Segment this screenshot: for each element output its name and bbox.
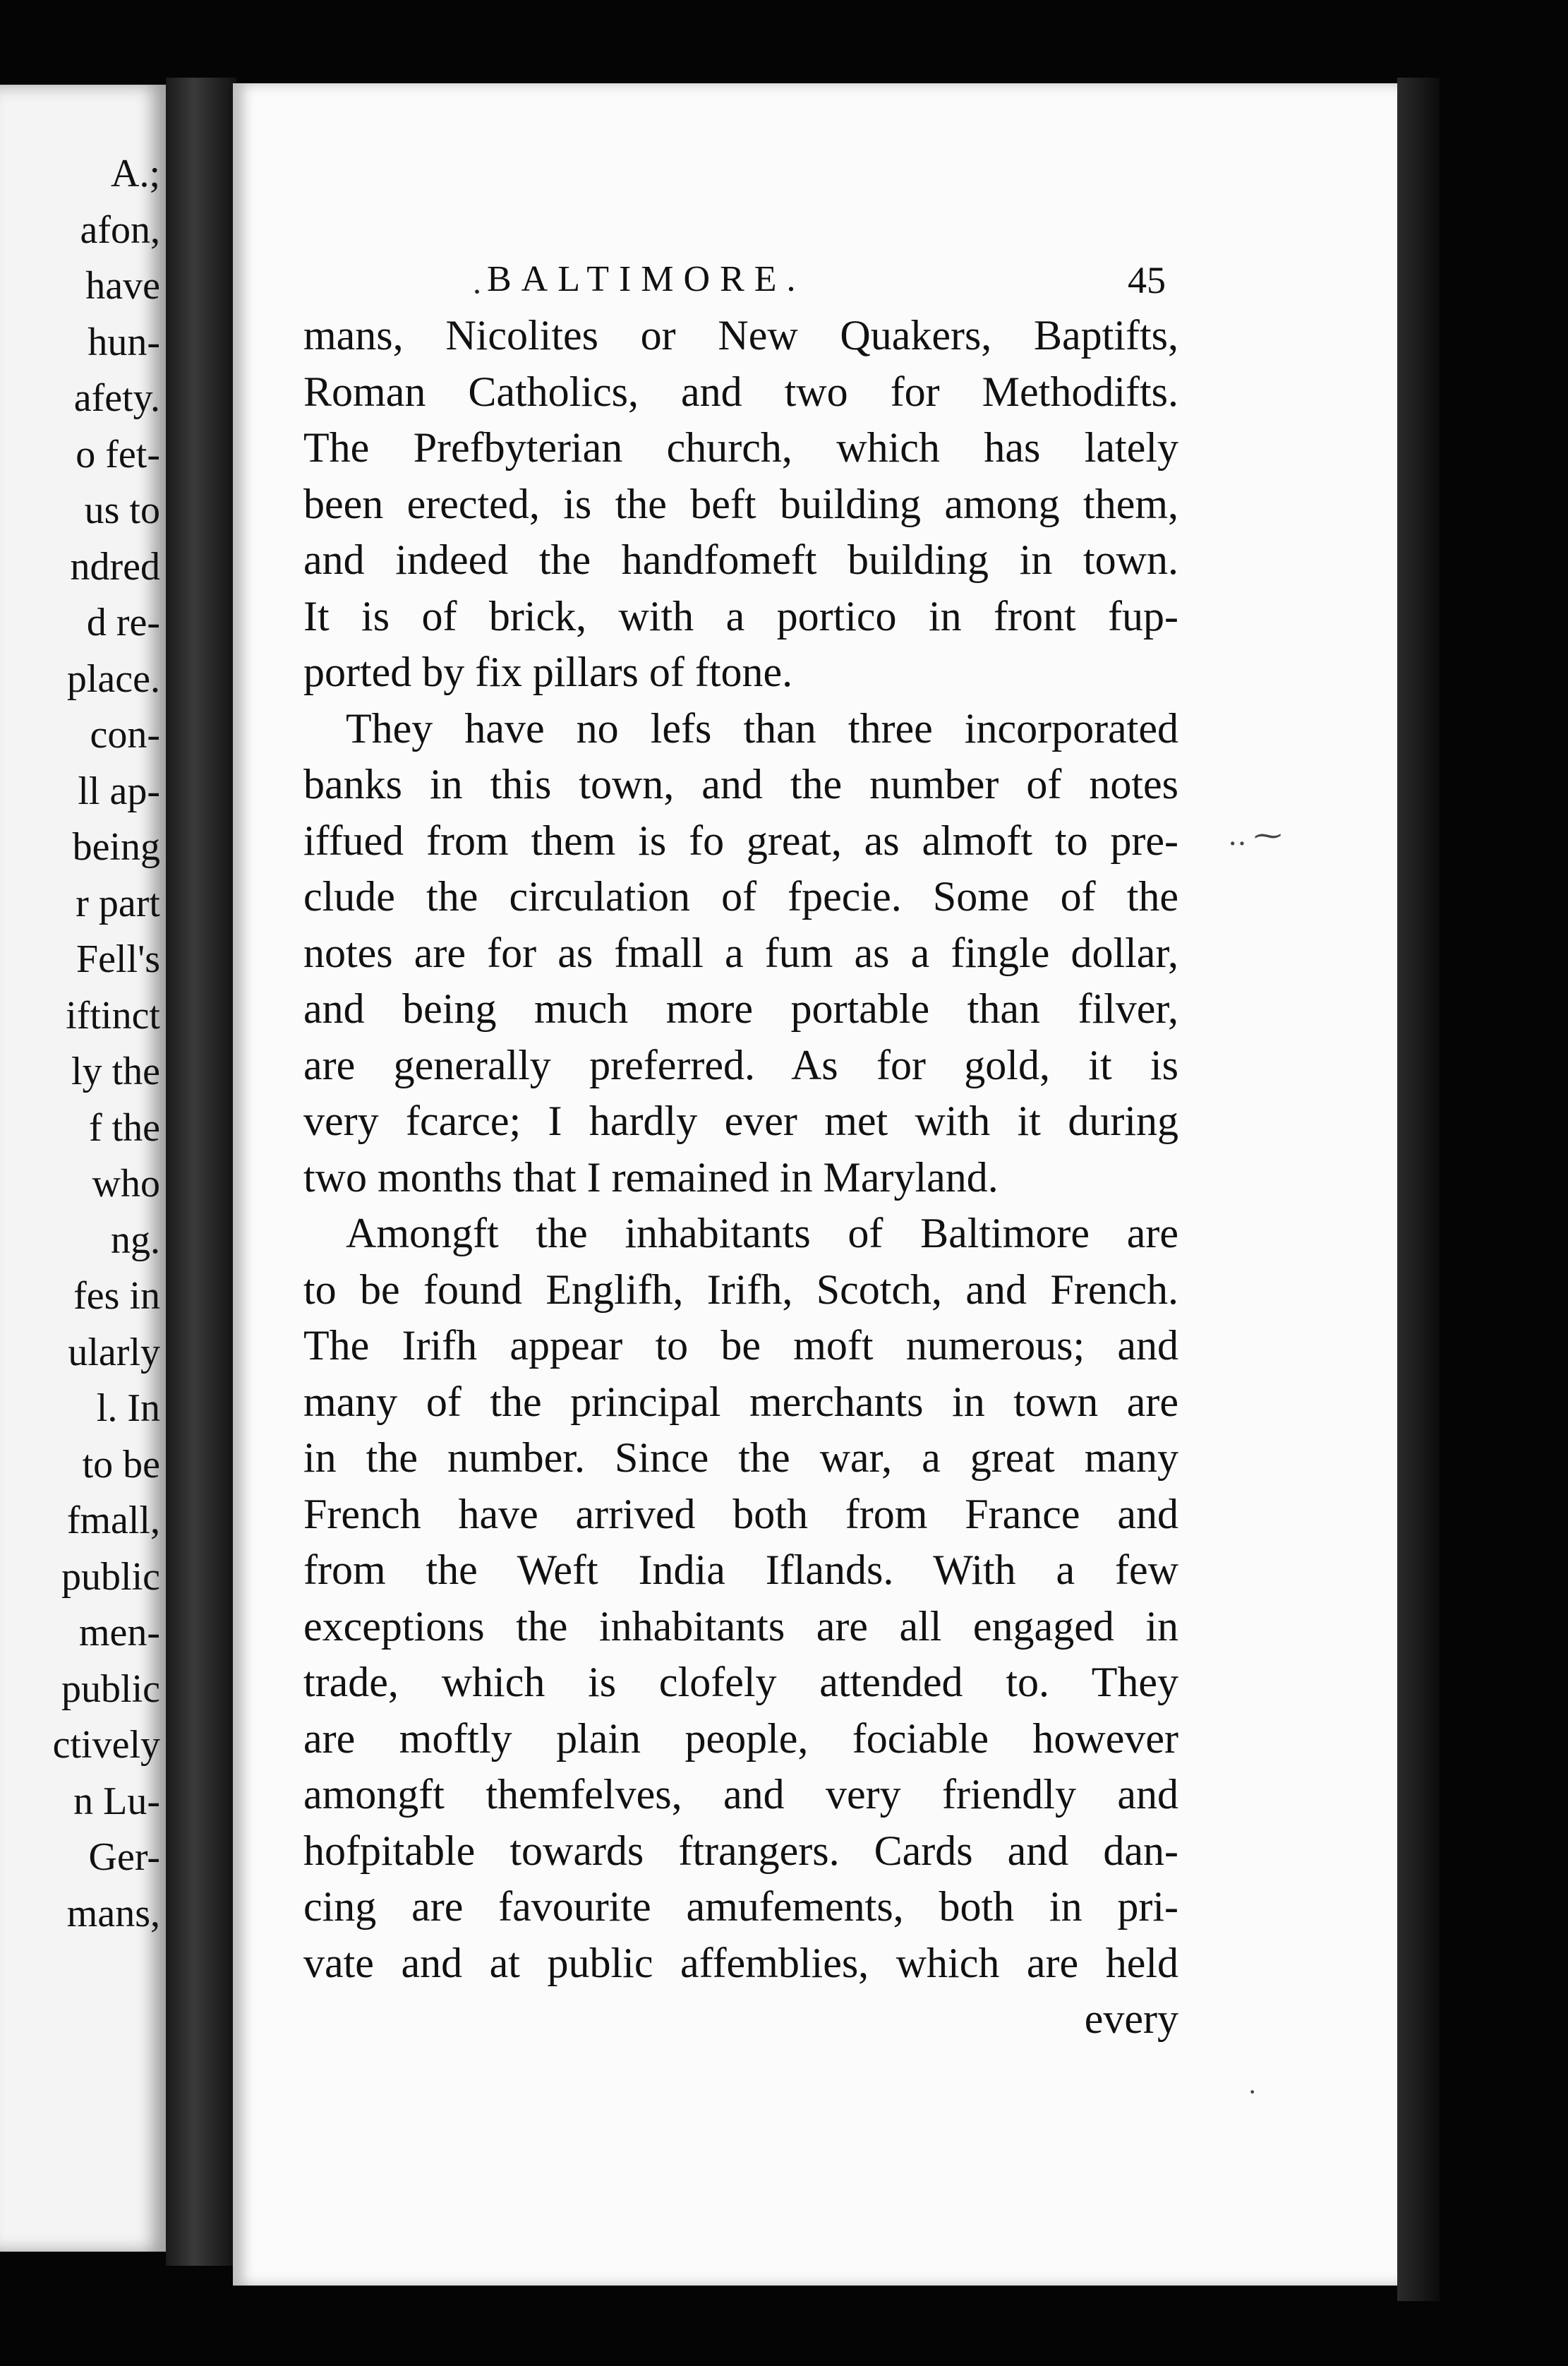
left-page-fragment: n Lu- xyxy=(73,1779,160,1823)
left-page-fragment: d re- xyxy=(86,601,160,644)
text-line: French have arrived both from France and xyxy=(303,1490,1178,1537)
catchword: every xyxy=(1084,1995,1178,2042)
left-page-fragment: l. In xyxy=(96,1386,160,1430)
left-page-fragment: hun- xyxy=(88,320,160,364)
text-line: clude the circulation of fpecie. Some of the xyxy=(303,873,1178,920)
left-page-fragment: ng. xyxy=(111,1218,160,1262)
text-line: mans, Nicolites or New Quakers, Baptifts, xyxy=(303,312,1178,359)
left-page-fragment: who xyxy=(92,1162,160,1206)
main-page xyxy=(233,83,1397,2286)
text-line: The Prefbyterian church, which has lately xyxy=(303,424,1178,471)
text-line: hofpitable towards ftrangers. Cards and dan- xyxy=(303,1827,1178,1874)
text-line: and being much more portable than filver, xyxy=(303,985,1178,1032)
left-page-fragment: have xyxy=(85,264,160,308)
text-line: Amongft the inhabitants of Baltimore are xyxy=(346,1210,1178,1256)
header-ornament-dot: · xyxy=(471,273,483,311)
left-page-fragment: fes in xyxy=(73,1274,160,1318)
text-line: vate and at public affemblies, which are held xyxy=(303,1939,1178,1986)
left-page-fragment: ndred xyxy=(70,544,160,589)
ink-speck: · xyxy=(1248,2076,1258,2108)
left-page-fragment: A.; xyxy=(111,152,160,196)
text-line: very fcarce; I hardly ever met with it during xyxy=(303,1098,1178,1144)
text-line: exceptions the inhabitants are all engaged in xyxy=(303,1602,1178,1650)
page-header xyxy=(233,258,1397,311)
text-line: are moftly plain people, fociable however xyxy=(303,1715,1178,1762)
left-page-fragment: fmall, xyxy=(66,1499,160,1542)
text-line: Roman Catholics, and two for Methodifts. xyxy=(303,368,1178,415)
text-line: ported by fix pillars of ftone. xyxy=(303,649,793,695)
left-page-fragment: ularly xyxy=(68,1330,160,1374)
left-page-fragment: ll ap- xyxy=(78,769,160,813)
text-line: in the number. Since the war, a great many xyxy=(303,1434,1178,1481)
left-facing-page xyxy=(0,85,166,2252)
left-page-fragment: afety. xyxy=(73,376,160,420)
left-page-fragment: being xyxy=(72,825,160,869)
text-line: They have no lefs than three incorporated xyxy=(346,704,1178,752)
left-page-fragment: to be xyxy=(82,1442,160,1487)
left-page-fragment: us to xyxy=(84,488,160,532)
left-page-fragment: ctively xyxy=(52,1723,160,1767)
text-line: been erected, is the beft building among them, xyxy=(303,480,1178,527)
text-line: many of the principal merchants in town are xyxy=(303,1378,1178,1425)
text-line: amongft themfelves, and very friendly and xyxy=(303,1771,1178,1818)
left-page-fragment: r part xyxy=(76,881,160,925)
left-page-fragment: ly the xyxy=(71,1050,160,1093)
page-number: 45 xyxy=(1128,259,1166,301)
left-page-fragment: men- xyxy=(78,1611,160,1655)
text-line: iffued from them is fo great, as almoft to pre- xyxy=(303,817,1178,864)
left-page-fragment: afon, xyxy=(80,208,160,252)
left-page-fragment: mans, xyxy=(66,1891,160,1935)
text-line: from the Weft India Iflands. With a few xyxy=(303,1547,1178,1593)
left-page-fragment: public xyxy=(61,1554,160,1599)
left-page-fragment: public xyxy=(61,1667,160,1711)
left-page-fragment: o fet- xyxy=(76,432,160,476)
left-page-fragment: con- xyxy=(90,713,160,757)
text-line: cing are favourite amufements, both in pri- xyxy=(303,1883,1178,1930)
book-gutter xyxy=(166,78,236,2266)
left-page-fragment: Ger- xyxy=(88,1835,160,1879)
text-line: banks in this town, and the number of notes xyxy=(303,761,1178,807)
page-edge-shadow xyxy=(1397,78,1440,2301)
text-line: to be found Englifh, Irifh, Scotch, and French. xyxy=(303,1266,1178,1313)
text-line: and indeed the handfomeft building in town. xyxy=(303,536,1178,583)
left-page-fragment: Fell's xyxy=(76,937,160,981)
left-page-fragment: iftinct xyxy=(66,993,160,1038)
body-text xyxy=(303,308,1178,2048)
ink-mark: ‥ ⁓ xyxy=(1228,819,1282,851)
text-line: trade, which is clofely attended to. They xyxy=(303,1659,1178,1705)
text-line: It is of brick, with a portico in front fup- xyxy=(303,592,1178,639)
text-line: are generally preferred. As for gold, it is xyxy=(303,1041,1178,1088)
left-page-fragment: place. xyxy=(66,656,160,701)
text-line: notes are for as fmall a fum as a fingle dollar, xyxy=(303,929,1178,976)
running-head: BALTIMORE. xyxy=(487,259,806,299)
text-line: two months that I remained in Maryland. xyxy=(303,1153,999,1201)
text-line: The Irifh appear to be moft numerous; and xyxy=(303,1322,1178,1369)
left-page-fragment: f the xyxy=(88,1105,160,1150)
